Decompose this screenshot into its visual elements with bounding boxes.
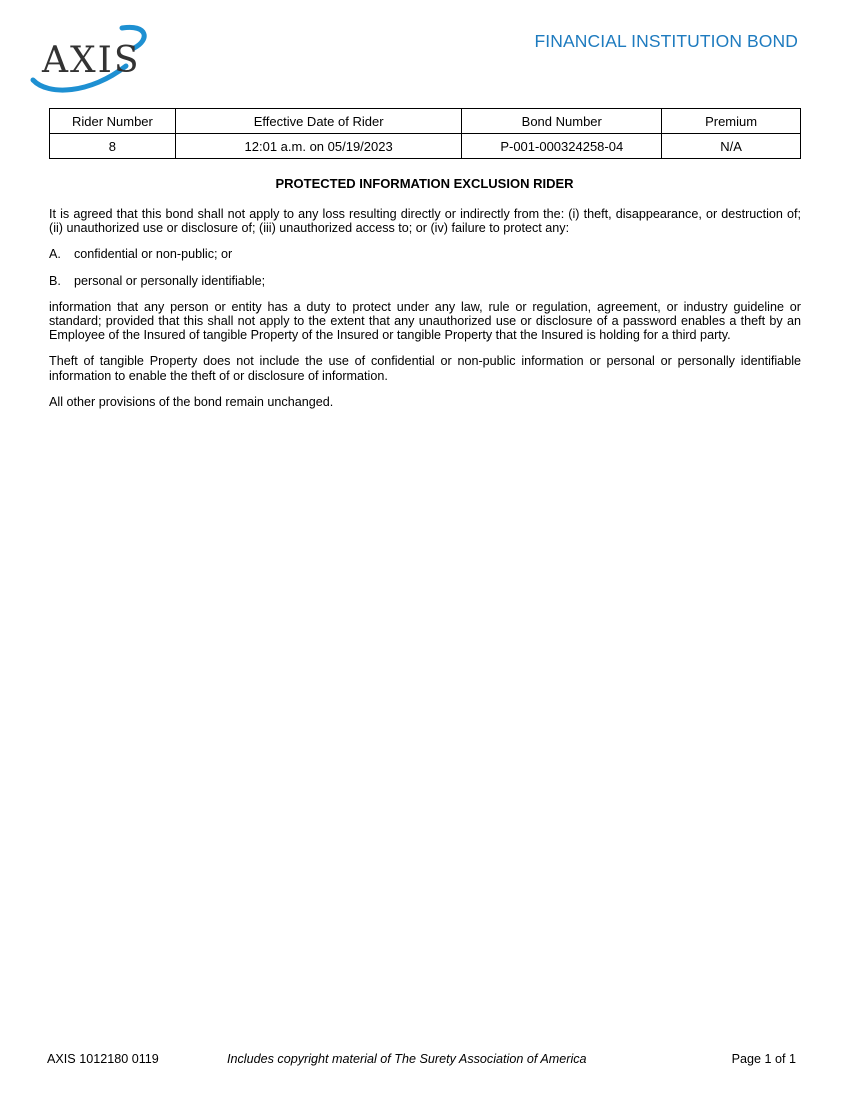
list-item-text: confidential or non-public; or	[74, 247, 233, 262]
table-header-row	[50, 109, 801, 134]
header-bond-number: Bond Number	[462, 109, 662, 134]
footer-form-code: AXIS 1012180 0119	[47, 1052, 159, 1066]
cell-premium: N/A	[662, 134, 801, 159]
list-marker: A.	[49, 247, 61, 262]
document-body	[49, 207, 801, 421]
list-item	[49, 247, 801, 261]
cell-effective-date: 12:01 a.m. on 05/19/2023	[175, 134, 462, 159]
intro-paragraph: It is agreed that this bond shall not apply to any loss resulting directly or indirectly from the: (i) theft, disappearance, or destruction of; (ii) unauthorized use or disclosure of; (iii) unauthorized access to; or (iv) failure to protect any:	[49, 207, 801, 236]
footer-page-number: Page 1 of 1	[731, 1052, 796, 1066]
cell-rider-number: 8	[50, 134, 176, 159]
logo-wordmark: AXIS	[42, 40, 141, 81]
list-item-text: personal or personally identifiable;	[74, 273, 266, 288]
table-row	[50, 134, 801, 159]
rider-info-table	[49, 108, 801, 159]
footer-copyright: Includes copyright material of The Surety Association of America	[227, 1052, 587, 1066]
cell-bond-number: P-001-000324258-04	[462, 134, 662, 159]
list-marker: B.	[49, 273, 61, 288]
page-header-title: FINANCIAL INSTITUTION BOND	[534, 31, 798, 51]
list-item	[49, 274, 801, 288]
axis-logo	[30, 22, 150, 94]
header-effective-date: Effective Date of Rider	[175, 109, 462, 134]
body-paragraph: Theft of tangible Property does not include the use of confidential or non-public information or personal or personally identifiable information to enable the theft of or disclosure of information.	[49, 354, 801, 383]
header-premium: Premium	[662, 109, 801, 134]
header-rider-number: Rider Number	[50, 109, 176, 134]
body-paragraph: information that any person or entity has a duty to protect under any law, rule or regulation, agreement, or industry guideline or standard; provided that this shall not apply to the extent that any unauthorized use or disclosure of a password enables a theft by an Employee of the Insured of tangible Property of the Insured or tangible Property that the Insured is holding for a third party.	[49, 299, 801, 343]
document-title: PROTECTED INFORMATION EXCLUSION RIDER	[275, 176, 574, 191]
closing-paragraph: All other provisions of the bond remain unchanged.	[49, 394, 334, 409]
